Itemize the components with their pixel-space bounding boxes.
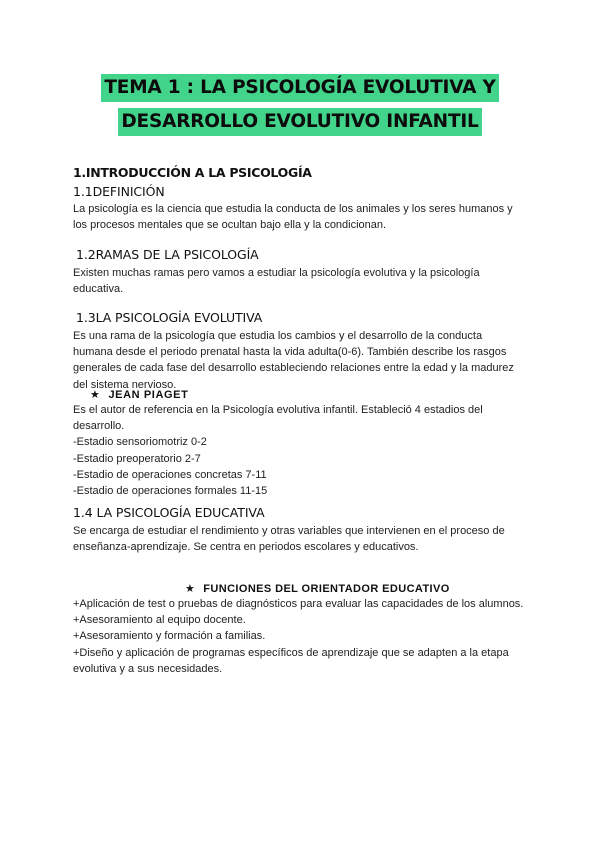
funciones-list: [73, 596, 543, 677]
text-line: humana desde el periodo prenatal hasta la vida adulta(0-6). También describe los rasgos: [73, 346, 507, 359]
funciones-heading: [185, 582, 450, 595]
text-line: desarrollo.: [73, 420, 125, 433]
text-line: Existen muchas ramas pero vamos a estudiar la psicología evolutiva y la psicología: [73, 267, 480, 279]
text-line: Es el autor de referencia en la Psicología evolutiva infantil. Estableció 4 estadios del: [73, 404, 483, 416]
text-line: enseñanza-aprendizaje. Se centra en periodos escolares y educativos.: [73, 541, 419, 554]
text-line: educativa.: [73, 283, 124, 296]
subsection-1-4-text: [73, 523, 525, 555]
star-icon: ★: [185, 583, 196, 595]
title-line-1: TEMA 1 : LA PSICOLOGÍA EVOLUTIVA Y: [101, 74, 498, 102]
title-line-2: DESARROLLO EVOLUTIVO INFANTIL: [118, 108, 481, 136]
list-item: evolutiva y a sus necesidades.: [73, 662, 223, 675]
list-item: +Aplicación de test o pruebas de diagnósticos para evaluar las capacidades de los alumnos.: [73, 598, 524, 610]
list-item: +Asesoramiento y formación a familias.: [73, 630, 266, 643]
star-icon: ★: [90, 389, 101, 401]
jean-piaget-label: JEAN PIAGET: [108, 389, 189, 401]
subsection-1-2-text: [73, 265, 525, 297]
funciones-label: FUNCIONES DEL ORIENTADOR EDUCATIVO: [203, 583, 450, 595]
text-line: Es una rama de la psicología que estudia los cambios y el desarrollo de la conducta: [73, 330, 483, 342]
subsection-1-1-text: [73, 201, 525, 233]
document-title: [0, 74, 600, 136]
text-line: La psicología es la ciencia que estudia la conducta de los animales y los seres humanos y: [73, 203, 513, 215]
subsection-1-3-text: [73, 328, 525, 393]
jean-piaget-heading: [90, 388, 188, 401]
subsection-1-4-heading: 1.4 LA PSICOLOGÍA EDUCATIVA: [73, 505, 265, 520]
subsection-1-3-heading: 1.3LA PSICOLOGÍA EVOLUTIVA: [76, 310, 263, 325]
subsection-1-2-heading: 1.2RAMAS DE LA PSICOLOGÍA: [76, 247, 259, 262]
list-item: -Estadio de operaciones formales 11-15: [73, 485, 268, 498]
text-line: del sistema nervioso.: [73, 378, 177, 391]
list-item: -Estadio de operaciones concretas 7-11: [73, 468, 267, 481]
text-line: los procesos mentales que se ocultan bajo ella y la condicionan.: [73, 219, 387, 232]
section-1-heading: 1.INTRODUCCIÓN A LA PSICOLOGÍA: [73, 165, 312, 180]
text-line: generales de cada fase del desarrollo estableciendo relaciones entre la edad y la madurez: [73, 362, 514, 375]
jean-piaget-text: [73, 402, 525, 499]
subsection-1-1-heading: 1.1DEFINICIÓN: [73, 184, 165, 199]
list-item: +Diseño y aplicación de programas específicos de aprendizaje que se adapten a la etapa: [73, 646, 509, 659]
list-item: -Estadio sensoriomotriz 0-2: [73, 436, 207, 449]
text-line: Se encarga de estudiar el rendimiento y otras variables que intervienen en el proceso de: [73, 525, 505, 537]
list-item: -Estadio preoperatorio 2-7: [73, 452, 201, 465]
list-item: +Asesoramiento al equipo docente.: [73, 614, 246, 627]
